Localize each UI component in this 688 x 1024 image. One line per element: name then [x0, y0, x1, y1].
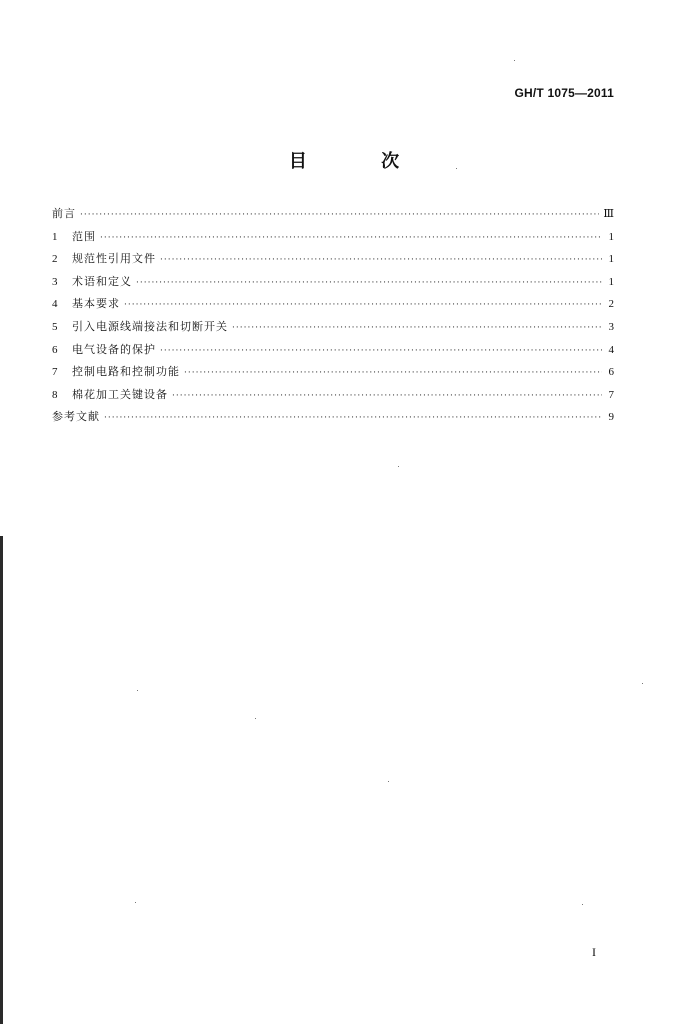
scan-speck: [135, 902, 136, 903]
scan-speck: [456, 168, 457, 169]
toc-leader-dots: [172, 391, 602, 401]
toc-entry-page: 4: [608, 343, 614, 356]
scan-speck: [514, 60, 515, 61]
toc-entry-equipment-protection[interactable]: [52, 341, 614, 364]
toc-entry-label: 引入电源线端接法和切断开关: [72, 319, 228, 333]
toc-entry-label: 参考文献: [52, 410, 100, 424]
scan-speck: [642, 683, 643, 684]
toc-leader-dots: [232, 323, 602, 333]
table-of-contents: [52, 205, 614, 431]
toc-entry-number: 8: [52, 388, 58, 401]
toc-entry-label: 前言: [52, 207, 76, 220]
toc-entry-page: 1: [608, 275, 614, 288]
toc-leader-dots: [184, 368, 602, 378]
scan-speck: [255, 718, 256, 719]
toc-entry-terms-definitions[interactable]: [52, 273, 614, 296]
scan-speck: [398, 466, 399, 467]
toc-entry-normative-references[interactable]: [52, 250, 614, 273]
toc-entry-page: 9: [608, 411, 614, 424]
scan-speck: [137, 690, 138, 691]
toc-entry-number: 3: [52, 275, 58, 288]
toc-entry-number: 7: [52, 366, 58, 379]
document-code: GH/T 1075—2011: [514, 86, 614, 100]
toc-leader-dots: [124, 300, 602, 310]
toc-entry-foreword[interactable]: [52, 205, 614, 228]
toc-entry-number: 1: [52, 230, 58, 243]
toc-leader-dots: [160, 346, 602, 356]
toc-entry-number: 5: [52, 320, 58, 333]
toc-entry-supply-conductor-termination[interactable]: [52, 318, 614, 341]
toc-entry-label: 棉花加工关键设备: [72, 387, 168, 401]
toc-entry-label: 范围: [72, 229, 96, 243]
toc-entry-label: 术语和定义: [72, 274, 132, 288]
scan-edge-shadow: [0, 536, 3, 1024]
page-title: 目 次: [288, 151, 434, 172]
toc-entry-page: 3: [608, 320, 614, 333]
page-number: I: [592, 945, 596, 959]
toc-entry-scope[interactable]: [52, 228, 614, 251]
toc-leader-dots: [100, 233, 602, 243]
toc-entry-page: Ⅲ: [603, 208, 614, 220]
scan-speck: [582, 904, 583, 905]
toc-entry-bibliography[interactable]: [52, 408, 614, 431]
toc-entry-page: 7: [608, 388, 614, 401]
toc-entry-page: 6: [608, 366, 614, 379]
toc-entry-number: 2: [52, 253, 58, 266]
toc-entry-number: 6: [52, 343, 58, 356]
toc-entry-basic-requirements[interactable]: [52, 295, 614, 318]
scan-speck: [388, 781, 389, 782]
toc-entry-label: 电气设备的保护: [72, 342, 156, 356]
toc-entry-number: 4: [52, 298, 58, 311]
toc-leader-dots: [136, 278, 602, 288]
toc-entry-page: 1: [608, 230, 614, 243]
toc-entry-label: 基本要求: [72, 297, 120, 311]
toc-entry-label: 规范性引用文件: [72, 252, 156, 266]
toc-entry-label: 控制电路和控制功能: [72, 365, 180, 379]
toc-leader-dots: [160, 255, 602, 265]
toc-leader-dots: [104, 413, 602, 423]
toc-entry-control-circuits[interactable]: [52, 363, 614, 386]
toc-leader-dots: [80, 210, 599, 220]
toc-entry-page: 2: [608, 298, 614, 311]
toc-entry-key-equipment[interactable]: [52, 386, 614, 409]
toc-entry-page: 1: [608, 253, 614, 266]
